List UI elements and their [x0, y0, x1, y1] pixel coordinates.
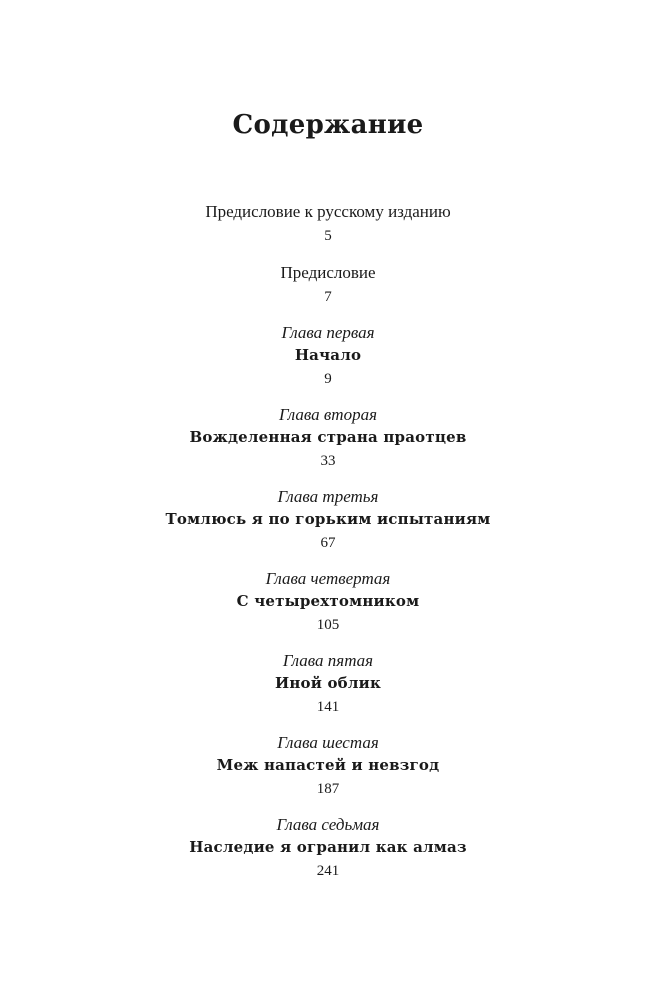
- entry-page-number: 33: [320, 453, 336, 469]
- toc-entry-chapter-4[interactable]: [0, 568, 656, 636]
- toc-entry-preface-russian[interactable]: [0, 201, 656, 247]
- chapter-label: Глава вторая: [279, 405, 377, 424]
- entry-page-number: 5: [324, 228, 332, 244]
- chapter-label: Глава седьмая: [276, 815, 380, 834]
- entry-page-number: 9: [324, 371, 332, 387]
- page-title: Содержание: [232, 110, 424, 140]
- chapter-label: Глава третья: [277, 487, 379, 506]
- chapter-title: Томлюсь я по горьким испытаниям: [165, 510, 491, 528]
- chapter-title: Иной облик: [274, 674, 382, 692]
- chapter-label: Глава шестая: [277, 733, 379, 752]
- entry-page-number: 187: [316, 781, 340, 797]
- entry-page-number: 141: [316, 699, 340, 715]
- toc-entry-preface[interactable]: [0, 262, 656, 308]
- chapter-label: Глава пятая: [282, 651, 374, 670]
- chapter-label: Глава первая: [281, 323, 375, 342]
- chapter-title: С четырехтомником: [236, 592, 420, 610]
- entry-page-number: 241: [316, 863, 340, 879]
- entry-title: Предисловие к русскому изданию: [205, 202, 451, 221]
- entry-title: Предисловие: [280, 263, 376, 282]
- toc-entry-chapter-5[interactable]: [0, 650, 656, 718]
- toc-entry-chapter-3[interactable]: [0, 486, 656, 554]
- chapter-title: Меж напастей и невзгод: [216, 756, 440, 774]
- entry-page-number: 105: [316, 617, 340, 633]
- entry-page-number: 7: [324, 289, 332, 305]
- chapter-label: Глава четвертая: [265, 569, 391, 588]
- toc-entry-chapter-2[interactable]: [0, 404, 656, 472]
- toc-entry-chapter-7[interactable]: [0, 814, 656, 882]
- entry-page-number: 67: [320, 535, 336, 551]
- chapter-title: Наследие я огранил как алмаз: [189, 838, 467, 856]
- toc-entry-chapter-6[interactable]: [0, 732, 656, 800]
- chapter-title: Начало: [294, 346, 362, 364]
- toc-entry-chapter-1[interactable]: [0, 322, 656, 390]
- chapter-title: Вожделенная страна праотцев: [189, 428, 467, 446]
